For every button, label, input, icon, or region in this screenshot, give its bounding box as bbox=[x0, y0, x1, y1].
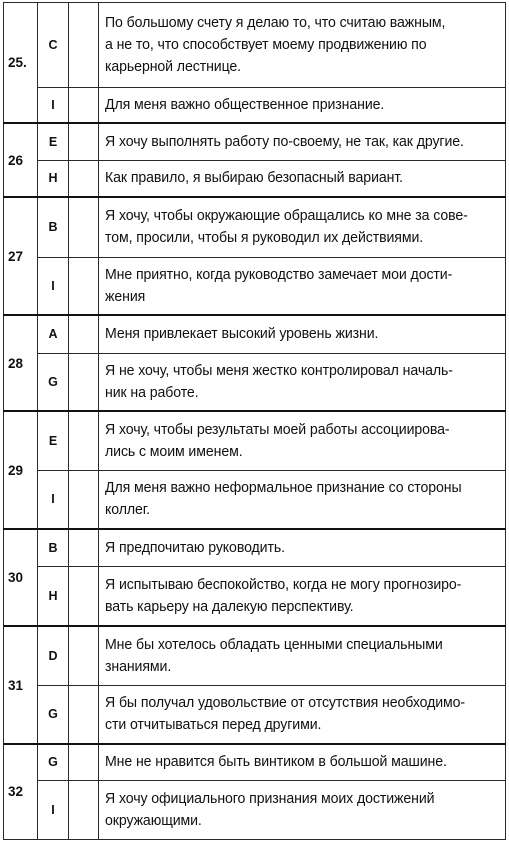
statement-cell bbox=[99, 88, 506, 124]
score-cell[interactable] bbox=[69, 780, 99, 839]
answer-code: C bbox=[38, 3, 69, 88]
statement-cell bbox=[99, 411, 506, 470]
statement-cell bbox=[99, 123, 506, 160]
statement-cell bbox=[99, 529, 506, 566]
question-number: 32 bbox=[4, 744, 38, 839]
question-row bbox=[4, 411, 506, 470]
question-number: 27 bbox=[4, 197, 38, 315]
answer-code: E bbox=[38, 411, 69, 470]
statement-text: Как правило, я выбираю безопасный вариант. bbox=[105, 169, 403, 187]
statement-cell bbox=[99, 315, 506, 353]
statement-text: Мне бы хотелось обладать ценными специальными знаниями. bbox=[105, 635, 443, 675]
answer-code: B bbox=[38, 197, 69, 257]
statement-cell bbox=[99, 353, 506, 411]
question-number: 25. bbox=[4, 3, 38, 124]
statement-cell bbox=[99, 470, 506, 529]
answer-code: H bbox=[38, 160, 69, 197]
question-row bbox=[4, 88, 506, 124]
question-row bbox=[4, 353, 506, 411]
answer-code: H bbox=[38, 566, 69, 626]
answer-code: B bbox=[38, 529, 69, 566]
answer-code: E bbox=[38, 123, 69, 160]
statement-text: Для меня важно общественное признание. bbox=[105, 96, 385, 113]
question-number: 28 bbox=[4, 315, 38, 411]
score-cell[interactable] bbox=[69, 529, 99, 566]
question-row bbox=[4, 780, 506, 839]
statement-text: Я хочу выполнять работу по-своему, не так, как другие. bbox=[105, 132, 464, 150]
statement-cell bbox=[99, 685, 506, 744]
question-number: 29 bbox=[4, 411, 38, 529]
score-cell[interactable] bbox=[69, 626, 99, 685]
score-cell[interactable] bbox=[69, 411, 99, 470]
question-row bbox=[4, 685, 506, 744]
score-cell[interactable] bbox=[69, 470, 99, 529]
questionnaire-body bbox=[4, 3, 506, 840]
answer-code: G bbox=[38, 685, 69, 744]
question-row bbox=[4, 470, 506, 529]
statement-text: Мне приятно, когда руководство замечает мои дости- жения bbox=[105, 265, 453, 305]
score-cell[interactable] bbox=[69, 88, 99, 124]
question-row bbox=[4, 626, 506, 685]
answer-code: A bbox=[38, 315, 69, 353]
score-cell[interactable] bbox=[69, 315, 99, 353]
answer-code: D bbox=[38, 626, 69, 685]
question-row bbox=[4, 529, 506, 566]
question-row bbox=[4, 3, 506, 88]
statement-cell bbox=[99, 197, 506, 257]
question-row bbox=[4, 744, 506, 780]
score-cell[interactable] bbox=[69, 3, 99, 88]
statement-text: Мне не нравится быть винтиком в большой машине. bbox=[105, 753, 447, 771]
statement-cell bbox=[99, 566, 506, 626]
statement-text: Я предпочитаю руководить. bbox=[105, 538, 285, 556]
score-cell[interactable] bbox=[69, 744, 99, 780]
statement-text: Я испытываю беспокойство, когда не могу прогнозиро- вать карьеру на далекую перспективу. bbox=[105, 575, 462, 615]
statement-cell bbox=[99, 257, 506, 315]
answer-code: I bbox=[38, 470, 69, 529]
score-cell[interactable] bbox=[69, 197, 99, 257]
answer-code: I bbox=[38, 88, 69, 124]
score-cell[interactable] bbox=[69, 257, 99, 315]
score-cell[interactable] bbox=[69, 566, 99, 626]
question-number: 31 bbox=[4, 626, 38, 744]
question-number: 30 bbox=[4, 529, 38, 626]
question-row bbox=[4, 257, 506, 315]
question-row bbox=[4, 123, 506, 160]
statement-text: Я не хочу, чтобы меня жестко контролировал началь- ник на работе. bbox=[105, 361, 453, 401]
statement-cell bbox=[99, 744, 506, 780]
score-cell[interactable] bbox=[69, 685, 99, 744]
statement-text: Я хочу официального признания моих достижений окружающими. bbox=[105, 789, 435, 829]
statement-text: Я бы получал удовольствие от отсутствия необходимо- сти отчитываться перед другими. bbox=[105, 694, 466, 734]
question-row bbox=[4, 315, 506, 353]
score-cell[interactable] bbox=[69, 123, 99, 160]
statement-cell bbox=[99, 3, 506, 88]
question-row bbox=[4, 160, 506, 197]
statement-cell bbox=[99, 160, 506, 197]
score-cell[interactable] bbox=[69, 160, 99, 197]
score-cell[interactable] bbox=[69, 353, 99, 411]
statement-text: Меня привлекает высокий уровень жизни. bbox=[105, 325, 379, 343]
statement-text: По большому счету я делаю то, что считаю важным, а не то, что способствует моему продвижению по карьерной лестнице. bbox=[105, 14, 446, 75]
questionnaire-table bbox=[3, 2, 506, 840]
question-number: 26 bbox=[4, 123, 38, 197]
answer-code: G bbox=[38, 744, 69, 780]
answer-code: I bbox=[38, 257, 69, 315]
statement-cell bbox=[99, 780, 506, 839]
question-row bbox=[4, 566, 506, 626]
answer-code: G bbox=[38, 353, 69, 411]
statement-text: Я хочу, чтобы окружающие обращались ко мне за сове- том, просили, чтобы я руководил их действиями. bbox=[105, 207, 468, 247]
statement-text: Я хочу, чтобы результаты моей работы ассоциирова- лись с моим именем. bbox=[105, 420, 450, 460]
statement-cell bbox=[99, 626, 506, 685]
statement-text: Для меня важно неформальное признание со стороны коллег. bbox=[105, 479, 462, 519]
answer-code: I bbox=[38, 780, 69, 839]
question-row bbox=[4, 197, 506, 257]
